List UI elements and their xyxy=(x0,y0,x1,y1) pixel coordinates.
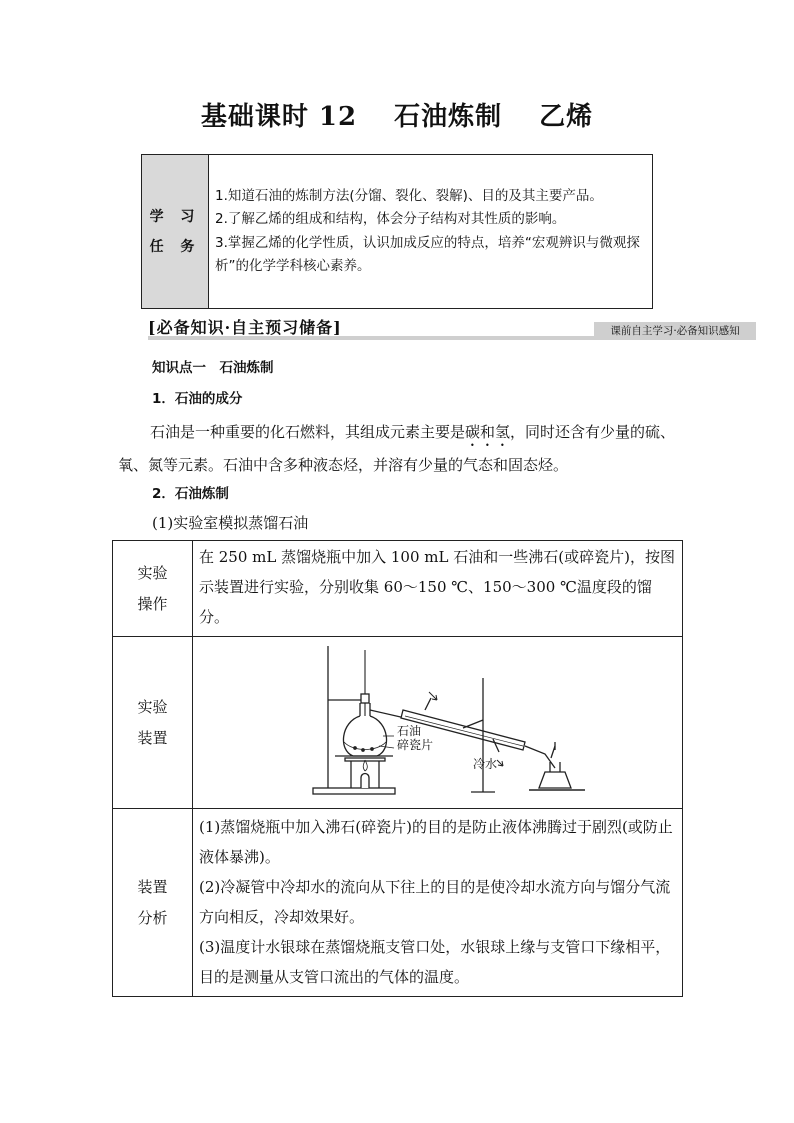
task-label-line1: 学 习 xyxy=(149,208,201,225)
row-content xyxy=(193,809,683,997)
learning-task-box xyxy=(141,154,653,309)
sub2-subheading: (1)实验室模拟蒸馏石油 xyxy=(152,514,309,532)
label-chips: 碎瓷片 xyxy=(397,738,434,752)
water-outlet xyxy=(425,698,431,710)
thermometer-stopper xyxy=(361,694,369,703)
row-content xyxy=(193,541,683,637)
label-line: 实验 xyxy=(137,563,168,582)
label-oil: 石油 xyxy=(397,724,422,738)
distilling-flask xyxy=(343,716,386,756)
stand-base xyxy=(313,788,395,794)
content-text: (1)蒸馏烧瓶中加入沸石(碎瓷片)的目的是防止液体沸腾过于剧烈(或防止液体暴沸)。 xyxy=(199,818,673,866)
experiment-table xyxy=(112,540,683,997)
row-label xyxy=(113,541,193,637)
content-text: 在 250 mL 蒸馏烧瓶中加入 100 mL 石油和一些沸石(或碎瓷片)，按图示装置进行实验，分别收集 60～150 ℃、150～300 ℃温度段的馏分。 xyxy=(199,548,675,626)
table-row xyxy=(113,809,683,997)
section-heading: [必备知识·自主预习储备] xyxy=(148,318,342,337)
sub1-heading: 1．石油的成分 xyxy=(152,391,243,407)
task-item: 2.了解乙烯的组成和结构，体会分子结构对其性质的影响。 xyxy=(215,211,566,227)
emphasis-carbon-hydrogen: 碳和氢 xyxy=(465,423,511,441)
label-line: 装置 xyxy=(137,728,168,747)
table-row xyxy=(113,541,683,637)
distillation-apparatus-figure xyxy=(193,638,682,808)
knowledge-point-heading: 知识点一 石油炼制 xyxy=(152,360,274,376)
row-label xyxy=(113,809,193,997)
petroleum-composition-paragraph xyxy=(118,417,682,480)
sub2-heading: 2．石油炼制 xyxy=(152,486,229,502)
task-item: 1.知道石油的炼制方法(分馏、裂化、裂解)、目的及其主要产品。 xyxy=(215,187,603,204)
paragraph-text: ，同时还含有少量的硫、氧、氮等元素。石油中含多种液态烃，并溶有少量的气态和固态烃。 xyxy=(118,423,676,474)
task-items xyxy=(209,155,653,309)
task-label xyxy=(142,155,209,309)
task-label-line2: 任 务 xyxy=(149,238,201,255)
label-line: 装置 xyxy=(137,877,168,896)
receiving-flask xyxy=(539,772,571,788)
paragraph-text: 石油是一种重要的化石燃料，其组成元素主要是 xyxy=(150,423,466,441)
page-title: 基础课时 12 石油炼制 乙烯 xyxy=(200,102,594,132)
table-row xyxy=(113,637,683,809)
row-label xyxy=(113,637,193,809)
apparatus-cell xyxy=(193,637,683,809)
label-line: 实验 xyxy=(137,697,168,716)
task-item: 3.掌握乙烯的化学性质，认识加成反应的特点，培养“宏观辨识与微观探析”的化学学科核心素养。 xyxy=(215,234,640,274)
label-cold-water: 冷水 xyxy=(473,757,498,771)
burner xyxy=(361,773,369,788)
content-text: (2)冷凝管中冷却水的流向从下往上的目的是使冷却水流方向与馏分气流方向相反，冷却效果好。 xyxy=(199,878,671,926)
content-text: (3)温度计水银球在蒸馏烧瓶支管口处，水银球上缘与支管口下缘相平，目的是测量从支管口流出的气体的温度。 xyxy=(199,938,671,986)
label-line: 操作 xyxy=(137,594,168,613)
section-tag: 课前自主学习·必备知识感知 xyxy=(594,322,756,340)
label-line: 分析 xyxy=(137,908,168,927)
